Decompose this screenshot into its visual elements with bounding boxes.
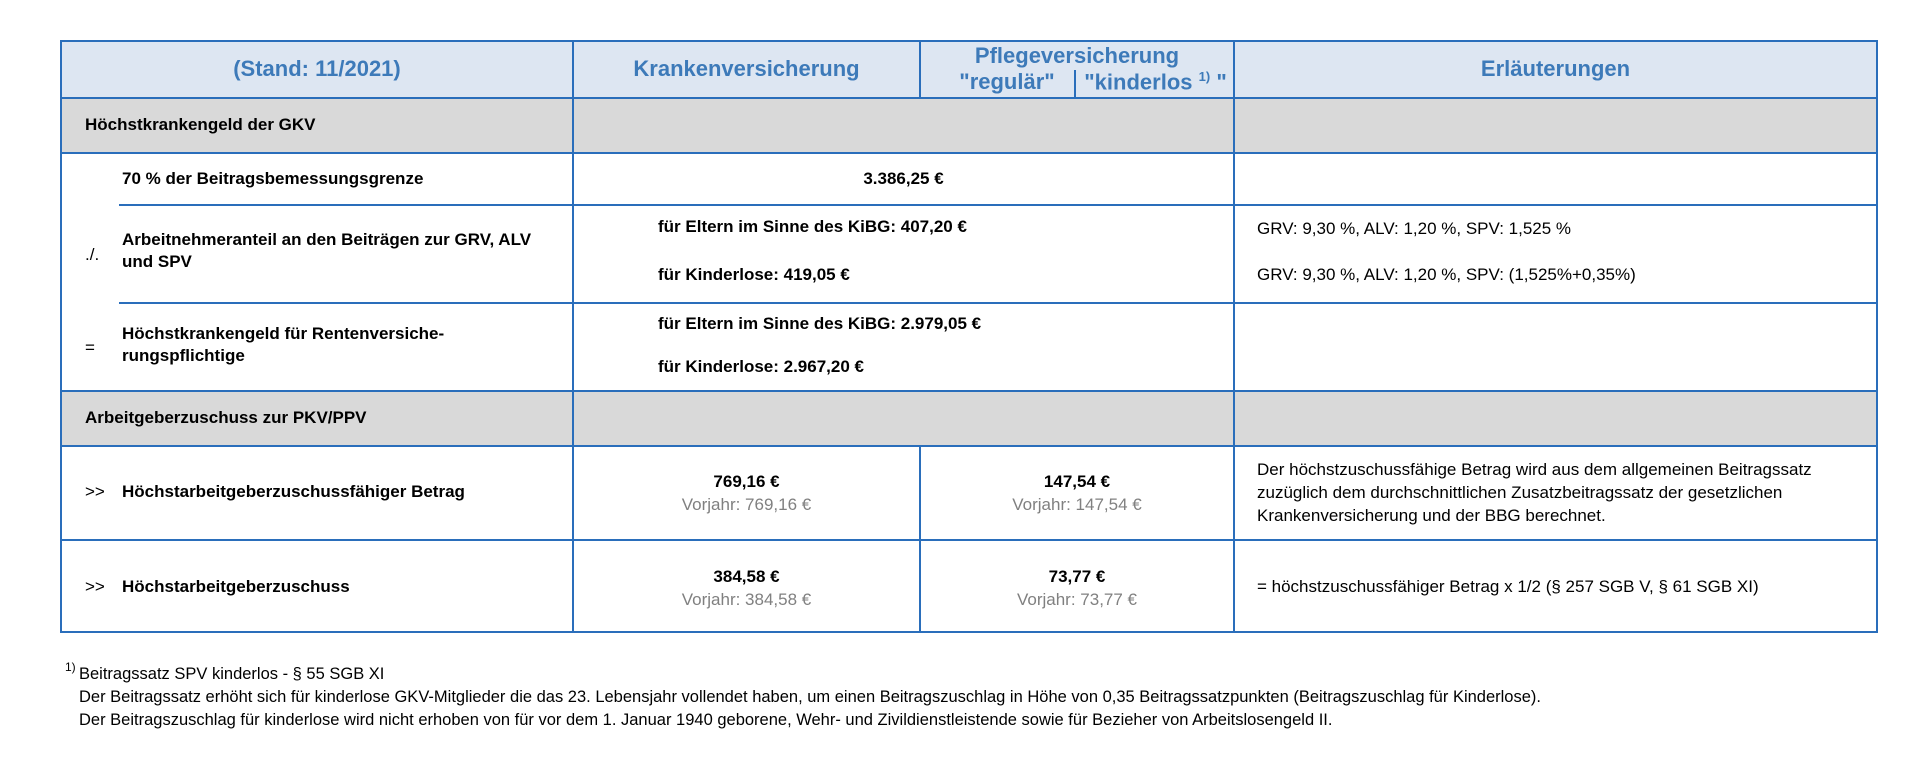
section1-bg: [62, 97, 1876, 152]
row2-value-kinderlose: für Kinderlose: 419,05 €: [658, 265, 850, 284]
divider: [119, 204, 1876, 206]
divider: [119, 302, 1876, 304]
row4-pv-prev: Vorjahr: 147,54 €: [1012, 495, 1142, 514]
row5-label: Höchstarbeitgeberzuschuss: [122, 577, 350, 596]
header-krankenversicherung: Krankenversicherung: [633, 56, 860, 81]
section2-title: Arbeitgeberzuschuss zur PKV/PPV: [85, 408, 367, 427]
header-kinderlos-text: "kinderlos: [1084, 69, 1193, 95]
row1-value: 3.386,25 €: [863, 169, 944, 188]
row4-label: Höchstarbeitgeberzuschussfähiger Betrag: [122, 482, 465, 501]
header-kinderlos-end: ": [1216, 69, 1227, 95]
divider: [62, 539, 1876, 541]
row3-label: Höchstkrankengeld für Rentenversiche-rungspflichtige: [122, 324, 445, 365]
row5-prefix: >>: [85, 577, 105, 596]
row5-kv-prev: Vorjahr: 384,58 €: [681, 590, 812, 609]
row4-prefix: >>: [85, 482, 105, 501]
section1-title: Höchstkrankengeld der GKV: [85, 115, 316, 134]
row4-pv-value: 147,54 €: [1043, 472, 1111, 491]
header-regulaer: "regulär": [959, 69, 1055, 94]
header-stand: (Stand: 11/2021): [233, 56, 401, 81]
divider: [572, 42, 574, 633]
row4-kv-prev: Vorjahr: 769,16 €: [681, 495, 812, 514]
row5-pv-value: 73,77 €: [1048, 567, 1106, 586]
divider: [62, 97, 1876, 99]
row2-value-eltern: für Eltern im Sinne des KiBG: 407,20 €: [658, 217, 967, 236]
header-kinderlos-sup: 1): [1198, 69, 1211, 84]
row2-prefix: ./.: [85, 245, 100, 264]
row4-kv-value: 769,16 €: [713, 472, 780, 491]
row4-note: Der höchstzuschussfähige Betrag wird aus dem allgemeinen Beitragssatz zuzüglich dem durchschnittlichen Zusatzbeitragssatz der gesetzlichen Krankenversicherung und der BBG berechnet.: [1257, 460, 1812, 525]
row3-prefix: =: [85, 338, 95, 357]
row2-note-kinderlose: GRV: 9,30 %, ALV: 1,20 %, SPV: (1,525%+0,35%): [1257, 265, 1636, 284]
divider: [62, 445, 1876, 447]
divider: [1233, 42, 1235, 633]
row5-note: = höchstzuschussfähiger Betrag x 1/2 (§ 257 SGB V, § 61 SGB XI): [1257, 577, 1759, 596]
header-pflegeversicherung: Pflegeversicherung: [974, 43, 1180, 68]
header-erlaeuterungen: Erläuterungen: [1480, 56, 1631, 81]
row3-value-kinderlose: für Kinderlose: 2.967,20 €: [658, 357, 864, 376]
contribution-table: [60, 40, 1878, 633]
row5-pv-prev: Vorjahr: 73,77 €: [1016, 590, 1138, 609]
row1-label: 70 % der Beitragsbemessungsgrenze: [122, 169, 424, 188]
footnote-line3: Der Beitragszuschlag für kinderlose wird nicht erhoben von für vor dem 1. Januar 1940 geborene, Wehr- und Zivildienstleistende sowie für Bezieher von Arbeitslosengeld II.: [79, 711, 1333, 729]
row5-kv-value: 384,58 €: [713, 567, 780, 586]
divider: [1074, 70, 1076, 97]
footnote-line1: Beitragssatz SPV kinderlos - § 55 SGB XI: [79, 665, 385, 683]
row2-label: Arbeitnehmeranteil an den Beiträgen zur GRV, ALV und SPV: [122, 230, 532, 271]
row2-note-eltern: GRV: 9,30 %, ALV: 1,20 %, SPV: 1,525 %: [1257, 219, 1572, 238]
divider: [62, 152, 1876, 154]
footnote-line2: Der Beitragssatz erhöht sich für kinderlose GKV-Mitglieder die das 23. Lebensjahr vollendet haben, um einen Beitragszuschlag in Höhe von 0,35 Beitragssatzpunkten (Beitragszuschlag für Kinderlose).: [79, 688, 1541, 706]
divider: [62, 390, 1876, 392]
row3-value-eltern: für Eltern im Sinne des KiBG: 2.979,05 €: [658, 314, 982, 333]
header-kinderlos: [1078, 69, 1233, 95]
footnote-marker: 1): [65, 660, 76, 674]
